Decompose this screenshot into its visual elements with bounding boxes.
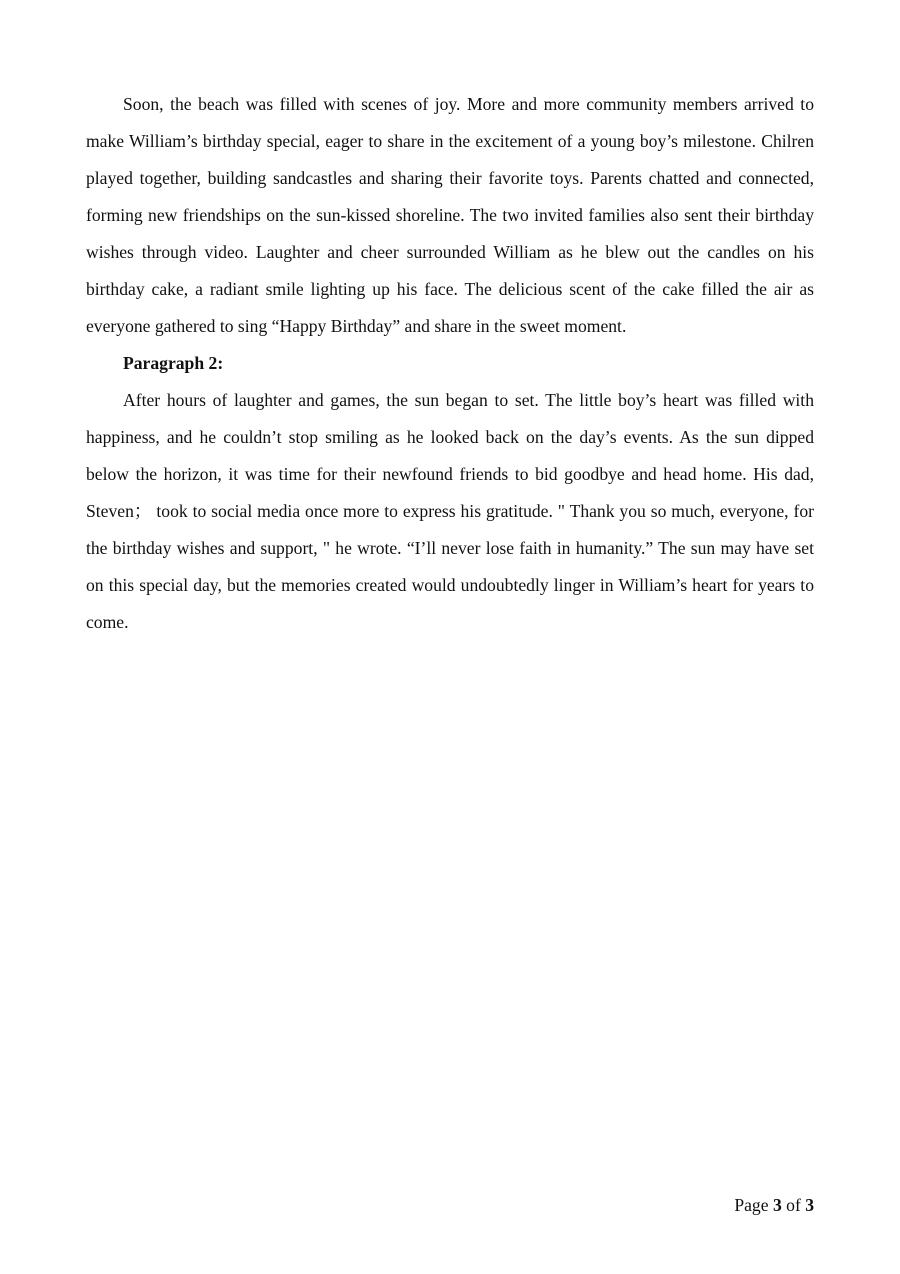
page-label: Page <box>734 1195 769 1215</box>
page-number-footer <box>734 1190 814 1220</box>
paragraph-block <box>86 382 814 641</box>
total-page-number: 3 <box>805 1195 814 1215</box>
section-heading: Paragraph 2: <box>123 353 224 373</box>
body-paragraph-2: After hours of laughter and games, the sun began to set. The little boy’s heart was filled with happiness, and he couldn’t stop smiling as he looked back on the day’s events. As the sun dipped below the horizon, it was time for their newfound friends to bid goodbye and head home. His dad, Steven； took to social media once more to express his gratitude. " Thank you so much, everyone, for the birthday wishes and support, " he wrote. “I’ll never lose faith in humanity.” The sun may have set on this special day, but the memories created would undoubtedly linger in William’s heart for years to come. <box>86 390 814 632</box>
heading-block <box>86 345 814 382</box>
paragraph-block <box>86 86 814 345</box>
current-page-number: 3 <box>772 1195 782 1215</box>
body-paragraph-1: Soon, the beach was filled with scenes of joy. More and more community members arrived to make William’s birthday special, eager to share in the excitement of a young boy’s milestone. Chilren played together, building sandcastles and sharing their favorite toys. Parents chatted and connected, forming new friendships on the sun-kissed shoreline. The two invited families also sent their birthday wishes through video. Laughter and cheer surrounded William as he blew out the candles on his birthday cake, a radiant smile lighting up his face. The delicious scent of the cake filled the air as everyone gathered to sing “Happy Birthday” and share in the sweet moment. <box>86 94 814 336</box>
of-label: of <box>786 1195 801 1215</box>
